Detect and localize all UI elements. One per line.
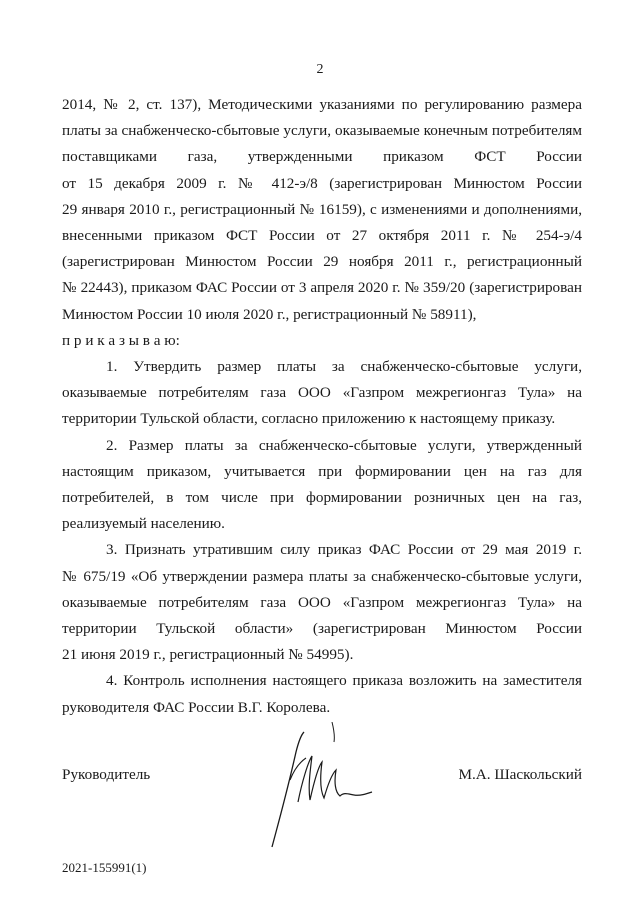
document-number: 2021-155991(1): [62, 860, 147, 875]
item-1-line: оказываемые потребителям газа ООО «Газпром межрегионгаз Тула» на: [62, 384, 582, 402]
item-3-line: территории Тульской области» (зарегистрирован Минюстом России: [62, 620, 582, 638]
document-body: [62, 92, 582, 721]
body-line: внесенными приказом ФСТ России от 27 октября 2011 г. № 254-э/4: [62, 227, 582, 245]
item-3-line: 21 июня 2019 г., регистрационный № 54995).: [62, 646, 354, 664]
item-1-line: 1. Утвердить размер платы за снабженческо-сбытовые услуги,: [106, 358, 582, 376]
signature-stroke: [332, 722, 334, 742]
body-line: 29 января 2010 г., регистрационный № 16159), с изменениями и дополнениями,: [62, 200, 582, 218]
body-line: Минюстом России 10 июля 2020 г., регистрационный № 58911),: [62, 305, 477, 323]
item-3-line: оказываемые потребителям газа ООО «Газпром межрегионгаз Тула» на: [62, 593, 582, 611]
body-line: № 22443), приказом ФАС России от 3 апреля 2020 г. № 359/20 (зарегистрирован: [62, 279, 582, 297]
item-4-line: руководителя ФАС России В.Г. Королева.: [62, 698, 331, 716]
item-2-line: потребителей, в том числе при формировании розничных цен на газ,: [62, 489, 582, 507]
signatory-name: М.А. Шаскольский: [458, 766, 582, 783]
body-line: (зарегистрирован Минюстом России 29 ноября 2011 г., регистрационный: [62, 253, 582, 271]
body-line: от 15 декабря 2009 г. № 412-э/8 (зарегистрирован Минюстом России: [62, 174, 582, 192]
body-line: поставщиками газа, утвержденными приказом ФСТ России: [62, 148, 582, 166]
item-2-line: настоящим приказом, учитывается при формировании цен на газ для: [62, 462, 582, 480]
signature-stroke: [298, 756, 372, 802]
item-2-line: 2. Размер платы за снабженческо-сбытовые услуги, утвержденный: [106, 436, 582, 454]
prikazyvayu-label: п р и к а з ы в а ю:: [62, 331, 180, 349]
item-3-line: № 675/19 «Об утверждении размера платы за снабженческо-сбытовые услуги,: [62, 567, 582, 585]
handwritten-signature: [262, 722, 382, 852]
item-1-line: территории Тульской области, согласно приложению к настоящему приказу.: [62, 410, 556, 428]
body-line: 2014, № 2, ст. 137), Методическими указаниями по регулированию размера: [62, 96, 582, 113]
signature-stroke: [272, 732, 304, 847]
body-line: платы за снабженческо-сбытовые услуги, оказываемые конечным потребителям: [62, 122, 582, 140]
item-4-line: 4. Контроль исполнения настоящего приказа возложить на заместителя: [106, 672, 582, 690]
page-number: 2: [316, 62, 324, 77]
item-2-line: реализуемый населению.: [62, 515, 225, 533]
item-3-line: 3. Признать утратившим силу приказ ФАС России от 29 мая 2019 г.: [106, 541, 582, 559]
signatory-title: Руководитель: [62, 766, 151, 783]
